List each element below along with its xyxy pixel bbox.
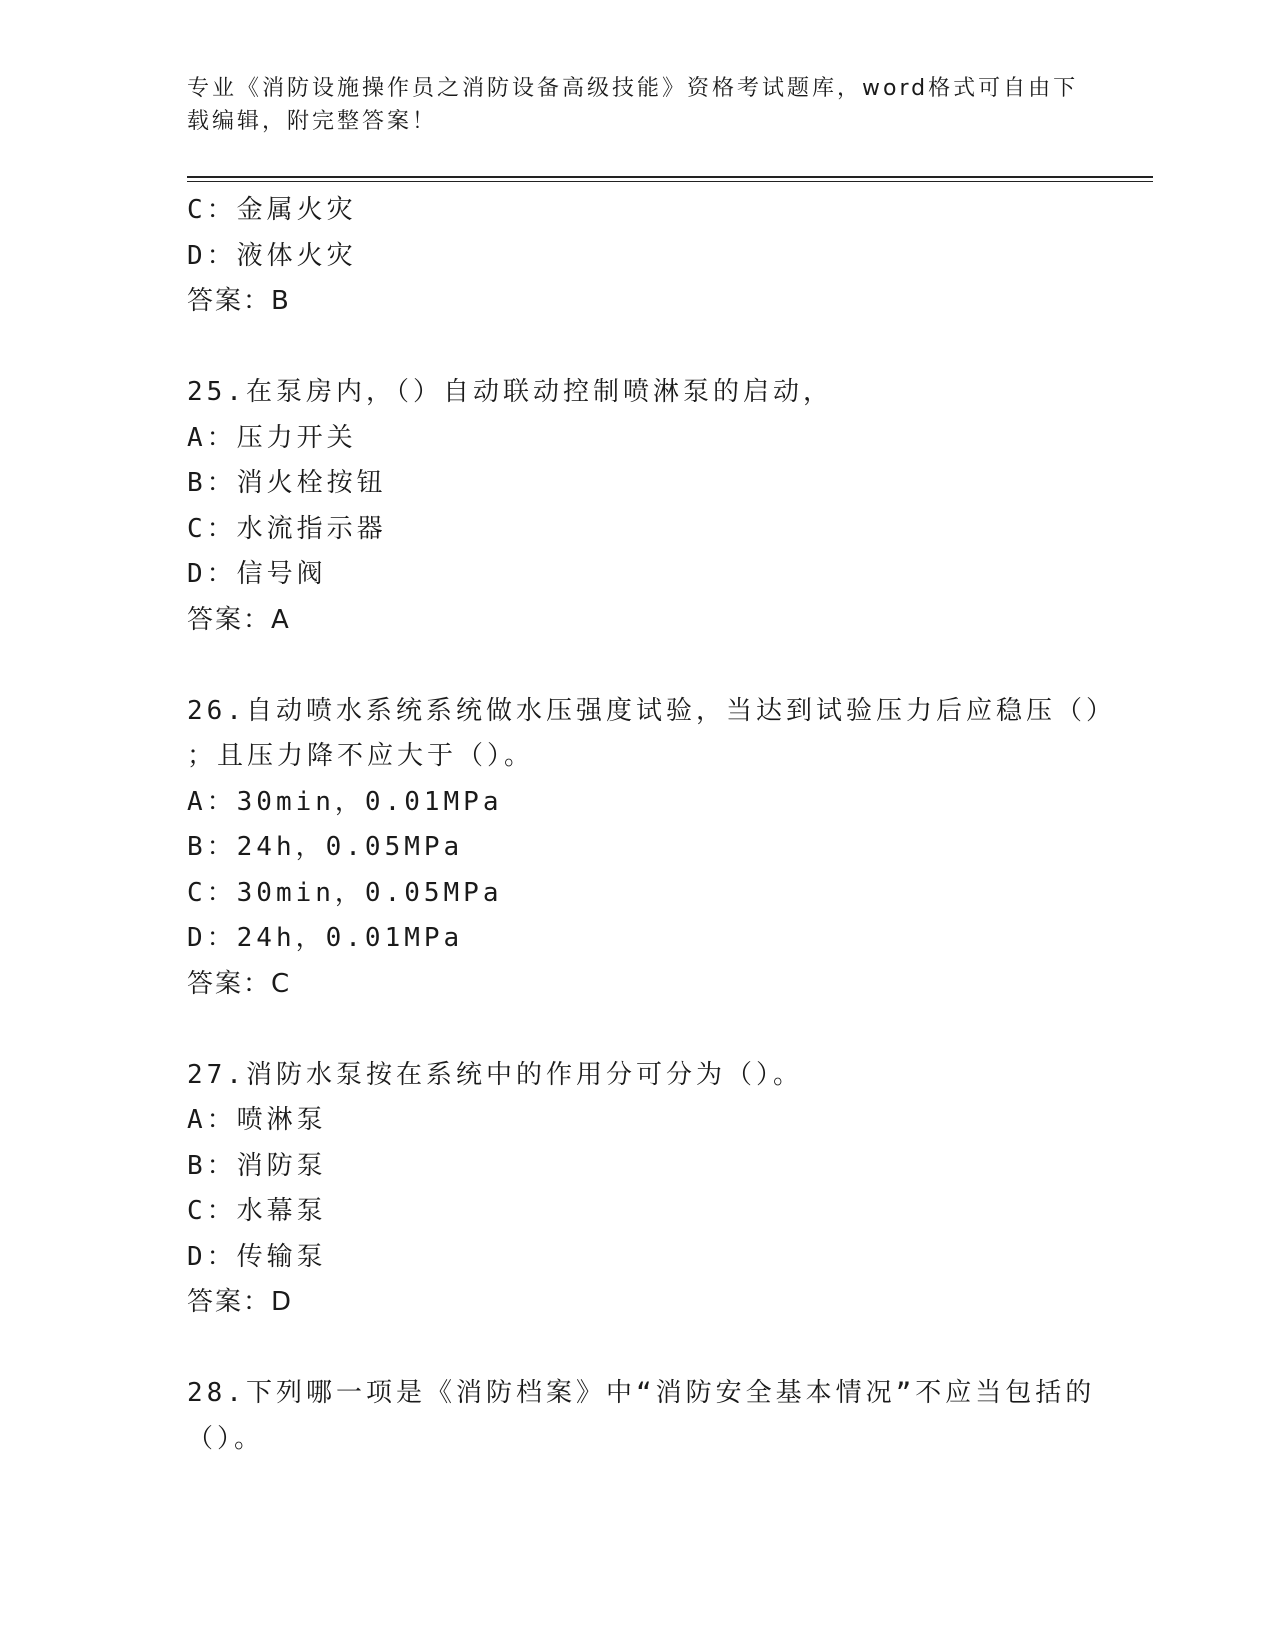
option-a: A：30min，0.01MPa	[187, 786, 503, 817]
question-stem: 26.自动喷水系统系统做水压强度试验，当达到试验压力后应稳压（）	[187, 695, 1116, 726]
question-stem-continued: （）。	[187, 1423, 265, 1454]
answer-line: 答案：B	[187, 286, 291, 316]
question-25	[187, 370, 1087, 643]
answer-line: 答案：D	[187, 1287, 294, 1317]
option-b: B：24h，0.05MPa	[187, 832, 464, 862]
option-c: C：水幕泵	[187, 1196, 327, 1226]
question-24-tail	[187, 188, 1087, 325]
option-d: D：液体火灾	[187, 240, 357, 271]
question-stem: 27.消防水泵按在系统中的作用分可分为（）。	[187, 1059, 803, 1090]
option-c: C：30min，0.05MPa	[187, 877, 503, 908]
question-stem: 25.在泵房内，（）自动联动控制喷淋泵的启动，	[187, 377, 833, 407]
header-rule-thin	[187, 181, 1153, 182]
option-d: D：24h，0.01MPa	[187, 923, 464, 953]
answer-line: 答案：A	[187, 604, 291, 635]
option-c: C：水流指示器	[187, 513, 387, 544]
document-header	[187, 72, 1087, 138]
question-spacer	[187, 1007, 1087, 1053]
option-b: B：消火栓按钮	[187, 468, 387, 498]
question-spacer	[187, 643, 1087, 689]
header-text: 专业《消防设施操作员之消防设备高级技能》资格考试题库，word格式可自由下载编辑，附完整答案！	[187, 76, 1079, 134]
question-stem-continued: ；且压力降不应大于（）。	[187, 741, 535, 771]
answer-line: 答案：C	[187, 968, 292, 999]
question-spacer	[187, 325, 1087, 371]
question-stem: 28.下列哪一项是《消防档案》中“消防安全基本情况”不应当包括的	[187, 1378, 1096, 1408]
option-d: D：信号阀	[187, 559, 327, 589]
question-list	[187, 188, 1116, 1462]
option-d: D：传输泵	[187, 1241, 327, 1272]
header-rule-thick	[187, 176, 1153, 178]
question-28	[187, 1371, 1096, 1462]
option-b: B：消防泵	[187, 1150, 327, 1181]
question-spacer	[187, 1326, 1087, 1372]
question-26	[187, 689, 1116, 1008]
option-a: A：压力开关	[187, 422, 357, 453]
option-a: A：喷淋泵	[187, 1105, 327, 1135]
option-c: C：金属火灾	[187, 195, 357, 225]
question-27	[187, 1053, 1087, 1326]
